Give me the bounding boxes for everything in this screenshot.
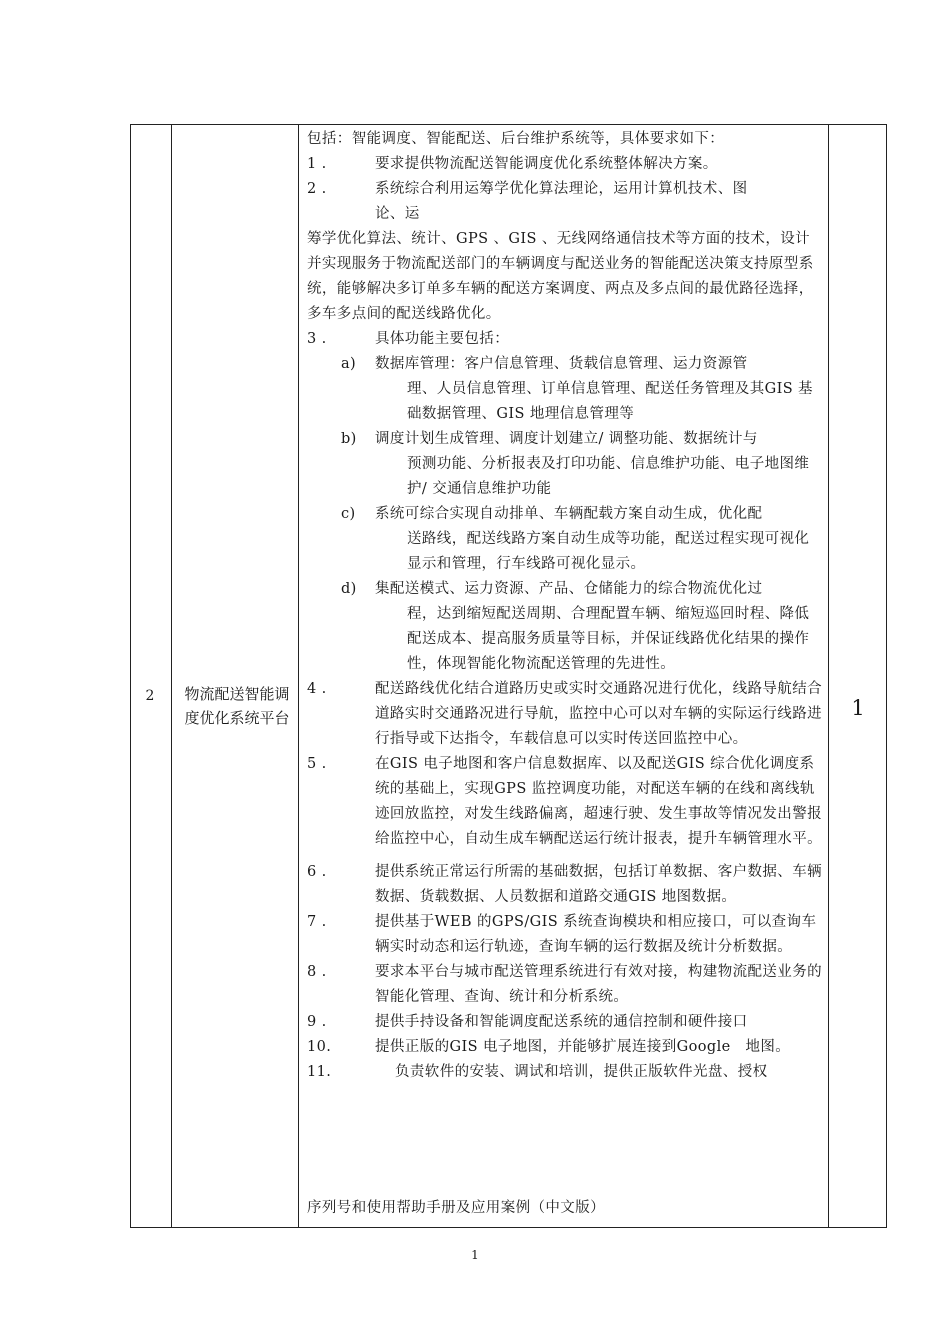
sub-item-text: 调度计划生成管理、调度计划建立/ 调整功能、数据统计与 [375,431,758,447]
item-number: 4 . [307,681,327,697]
sub-item-c [307,502,823,577]
requirement-item-1 [307,152,823,177]
item-text: 提供系统正常运行所需的基础数据，包括订单数据、客户数据、车辆数据、货载数据、人员数据和道路交通GIS 地图数据。 [375,864,822,905]
item-text: 提供手持设备和智能调度配送系统的通信控制和硬件接口 [375,1014,748,1030]
sub-item-text-continued: 理、人员信息管理、订单信息管理、配送任务管理及其GIS 基础数据管理、GIS 地理信息管理等 [407,381,813,422]
item-number: 10. [307,1039,332,1055]
row-number-cell: 2 [145,688,155,704]
sub-item-text: 系统可综合实现自动排单、车辆配载方案自动生成，优化配 [375,506,763,522]
item-text: 配送路线优化结合道路历史或实时交通路况进行优化，线路导航结合道路实时交通路况进行导航，监控中心可以对车辆的实际运行线路进行指导或下达指令，车载信息可以实时传送回监控中心。 [375,681,822,747]
requirement-item-2 [307,177,823,227]
table-bottom-border [130,1227,887,1228]
sub-item-text-continued: 预测功能、分析报表及打印功能、信息维护功能、电子地图维护/ 交通信息维护功能 [407,456,810,497]
sub-item-marker: a) [341,356,357,372]
requirement-item-9 [307,1010,823,1035]
item-number: 9 . [307,1014,327,1030]
sub-item-marker: c) [341,506,356,522]
col-divider-2 [298,124,299,1228]
sub-item-marker: d) [341,581,357,597]
item-text: 提供正版的GIS 电子地图，并能够扩展连接到Google 地图。 [375,1039,791,1055]
sub-item-d [307,577,823,677]
item-text: 要求本平台与城市配送管理系统进行有效对接，构建物流配送业务的智能化管理、查询、统计和分析系统。 [375,964,822,1005]
intro-paragraph: 包括：智能调度、智能配送、后台维护系统等，具体要求如下： [307,131,725,147]
sub-item-text-continued: 送路线，配送线路方案自动生成等功能，配送过程实现可视化显示和管理，行车线路可视化显示。 [407,531,810,572]
requirement-item-3 [307,327,823,352]
item-number: 6 . [307,864,327,880]
table-right-border [886,124,887,1228]
item-text: 具体功能主要包括： [375,331,510,347]
requirements-content [307,127,823,1085]
item-11-overflow-text: 序列号和使用帮助手册及应用案例（中文版） [307,1200,605,1216]
table-left-border [130,124,131,1228]
col-divider-3 [828,124,829,1228]
item-text: 要求提供物流配送智能调度优化系统整体解决方案。 [375,156,718,172]
item-text: 提供基于WEB 的GPS/GIS 系统查询模块和相应接口，可以查询车辆实时动态和运行轨迹，查询车辆的运行数据及统计分析数据。 [375,914,817,955]
sub-item-text-continued: 程，达到缩短配送周期、合理配置车辆、缩短巡回时程、降低配送成本、提高服务质量等目标，并保证线路优化结果的操作性，体现智能化物流配送管理的先进性。 [407,606,810,672]
requirement-item-4 [307,677,823,752]
item-number: 11. [307,1064,332,1080]
requirement-item-6 [307,860,823,910]
sub-item-b [307,427,823,502]
item-name-cell: 物流配送智能调度优化系统平台 [184,685,290,727]
requirement-item-11 [307,1060,823,1085]
item-text: 负责软件的安装、调试和培训，提供正版软件光盘、授权 [395,1064,768,1080]
item-number: 2 . [307,181,327,197]
requirement-item-5 [307,752,823,852]
sub-item-a [307,352,823,427]
quantity-cell: 1 [851,696,865,720]
sub-item-marker: b) [341,431,357,447]
page-number: 1 [471,1248,479,1262]
sub-item-text: 集配送模式、运力资源、产品、仓储能力的综合物流优化过 [375,581,763,597]
col-divider-1 [171,124,172,1228]
item-2-paragraph: 筹学优化算法、统计、GPS 、GIS 、无线网络通信技术等方面的技术，设计并实现服务于物流配送部门的车辆调度与配送业务的智能配送决策支持原型系统，能够解决多订单多车辆的配送方案调度、两点及多点间的最优路径选择，多车多点间的配送线路优化。 [307,231,814,322]
item-number: 3 . [307,331,327,347]
sub-item-text: 数据库管理：客户信息管理、货载信息管理、运力资源管 [375,356,748,372]
requirement-item-7 [307,910,823,960]
item-text: 在GIS 电子地图和客户信息数据库、以及配送GIS 综合优化调度系统的基础上，实现GPS 监控调度功能，对配送车辆的在线和离线轨迹回放监控，对发生线路偏离，超速行驶、发生事故等情况发出警报给监控中心，自动生成车辆配送运行统计报表，提升车辆管理水平。 [375,756,822,847]
item-number: 1 . [307,156,327,172]
requirement-item-8 [307,960,823,1010]
item-text-continued: 论、运 [375,206,420,222]
item-text: 系统综合利用运筹学优化算法理论，运用计算机技术、图 [375,181,748,197]
item-number: 7 . [307,914,327,930]
requirement-item-10 [307,1035,823,1060]
table-top-border [130,124,887,125]
item-number: 8 . [307,964,327,980]
item-number: 5 . [307,756,327,772]
